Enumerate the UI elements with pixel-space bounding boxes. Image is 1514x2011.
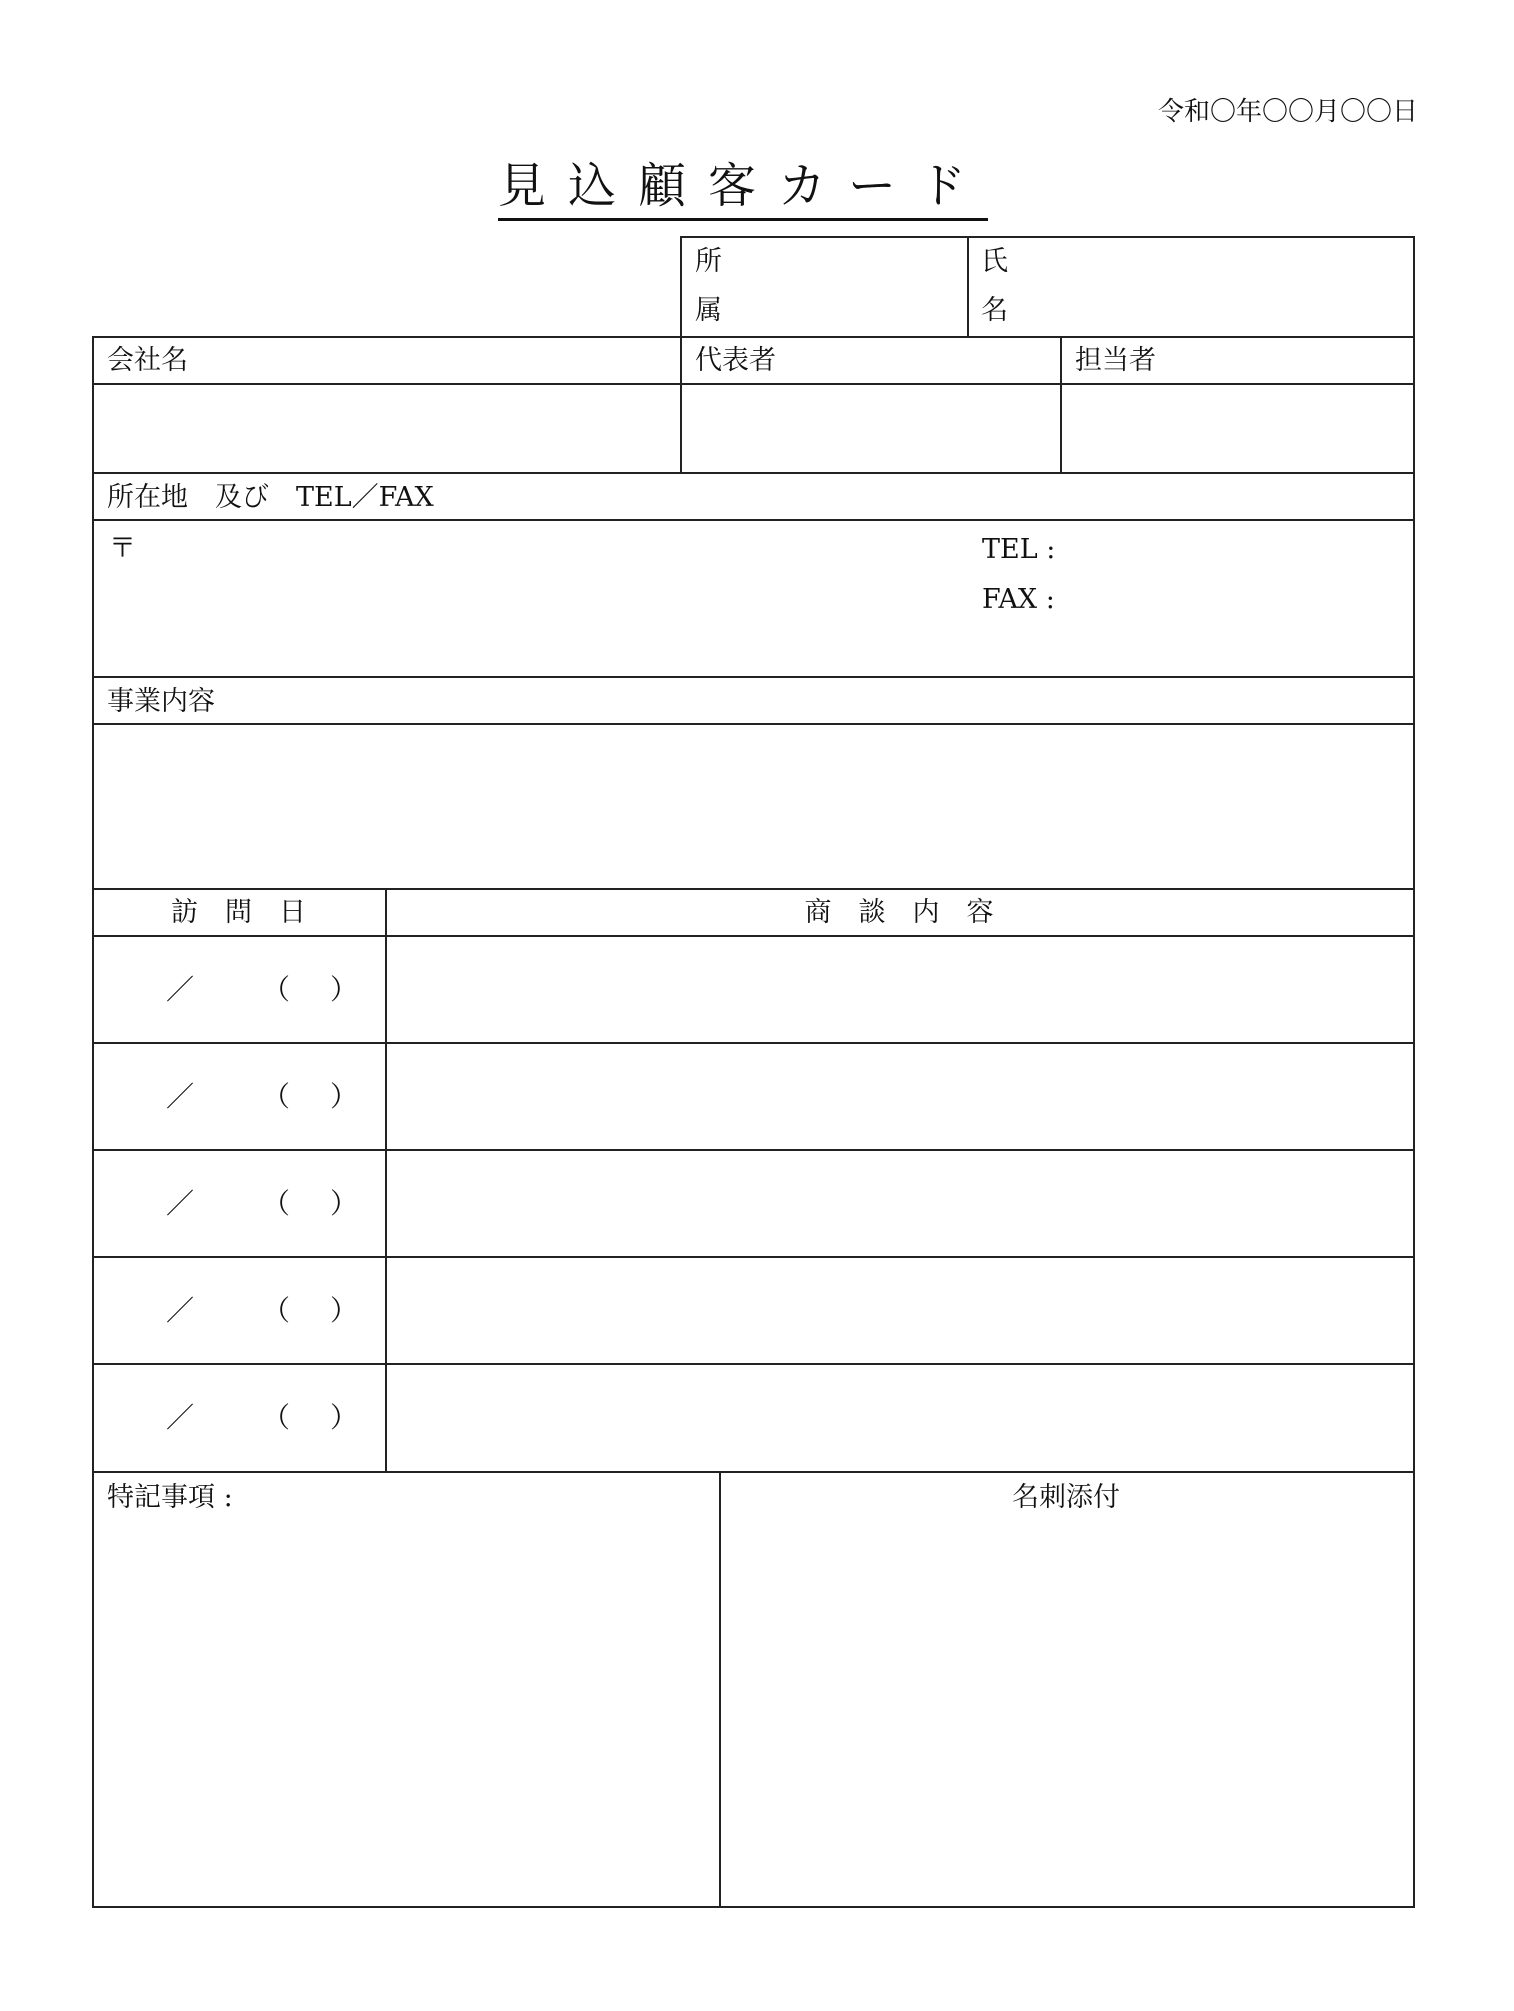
visit-date-field[interactable] [100,1378,160,1462]
visit-content-field[interactable] [392,1055,1406,1143]
company-divider-2 [1060,336,1062,472]
visit-content-field[interactable] [392,1162,1406,1250]
visit-date-field[interactable] [100,950,160,1034]
document-date: 令和〇年〇〇月〇〇日 [1157,97,1418,127]
affiliation-field[interactable] [712,240,962,332]
visit-weekday-open: （ [262,1080,291,1113]
visits-divider [385,888,387,1471]
visit-date-slash: ／ [166,1401,195,1434]
visit-weekday-open: （ [262,973,291,1006]
header-divider [967,236,969,336]
tel-field[interactable] [1070,530,1406,570]
name-label-bottom: 名 [981,295,1008,326]
visit-weekday-close: ） [330,1294,359,1327]
visit-weekday-close: ） [330,1080,359,1113]
visit-date-header: 訪 問 日 [171,897,306,928]
visit-date-field[interactable] [100,1057,160,1141]
visit-date-slash: ／ [166,1080,195,1113]
visits-bottom-border [92,1471,1414,1473]
name-field[interactable] [1000,240,1408,332]
company-label-border [92,383,1414,385]
representative-label: 代表者 [695,345,776,376]
special-notes-field[interactable] [100,1525,712,1900]
visit-weekday-open: （ [262,1187,291,1220]
table-bottom-border [92,1906,1414,1908]
postal-mark: 〒 [109,533,136,564]
visit-date-field[interactable] [100,1271,160,1355]
address-label-border [92,519,1414,521]
visit-content-field[interactable] [392,948,1406,1036]
fax-field[interactable] [1070,580,1406,620]
visit-content-field[interactable] [392,1269,1406,1357]
visit-date-slash: ／ [166,1187,195,1220]
visit-date-slash: ／ [166,1294,195,1327]
header-left-border [680,236,682,472]
contact-person-label: 担当者 [1075,345,1156,376]
business-field[interactable] [100,732,1406,882]
address-field[interactable] [145,530,965,668]
business-card-attachment-area[interactable] [726,1525,1406,1900]
affiliation-label-top: 所 [695,246,722,277]
header-top-border [680,236,1414,238]
negotiation-content-header: 商 談 内 容 [804,897,994,928]
visit-weekday-close: ） [330,973,359,1006]
visit-weekday-close: ） [330,1401,359,1434]
visit-row-border-4 [92,1363,1414,1365]
company-name-field[interactable] [100,395,672,465]
affiliation-label-bottom: 属 [695,295,722,326]
visit-row-border-1 [92,1042,1414,1044]
business-bottom-border [92,888,1414,890]
company-bottom-border [92,472,1414,474]
notes-divider [719,1471,721,1908]
page-title: 見込顧客カード [498,156,988,221]
business-card-label: 名刺添付 [1012,1482,1120,1513]
business-label-border [92,723,1414,725]
tel-label: TEL : [982,534,1056,565]
business-section-label: 事業内容 [107,686,215,717]
visits-header-border [92,935,1414,937]
fax-label: FAX : [982,584,1055,615]
name-label-top: 氏 [981,246,1008,277]
contact-person-field[interactable] [1068,395,1406,465]
representative-field[interactable] [688,395,1052,465]
visit-row-border-3 [92,1256,1414,1258]
visit-content-field[interactable] [392,1376,1406,1464]
address-bottom-border [92,676,1414,678]
visit-weekday-close: ） [330,1187,359,1220]
company-name-label: 会社名 [107,345,188,376]
table-right-border [1413,236,1415,1908]
visit-date-field[interactable] [100,1164,160,1248]
visit-weekday-open: （ [262,1294,291,1327]
visit-weekday-open: （ [262,1401,291,1434]
table-left-border [92,336,94,1908]
company-top-border [92,336,1414,338]
special-notes-label: 特記事項 : [107,1482,233,1513]
visit-date-slash: ／ [166,973,195,1006]
visit-row-border-2 [92,1149,1414,1151]
address-section-label: 所在地 及び TEL／FAX [107,482,434,513]
